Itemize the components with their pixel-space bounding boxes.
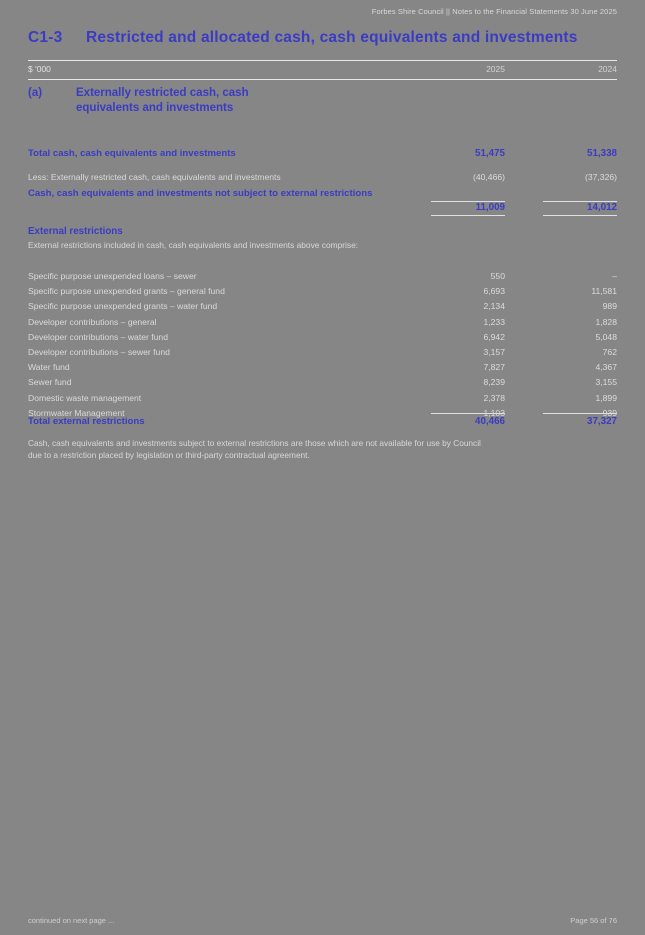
row-label: Developer contributions – sewer fund: [28, 347, 170, 357]
row-value-2024: 762: [602, 347, 617, 357]
table-row: [28, 331, 617, 345]
row-label: Specific purpose unexpended grants – general fund: [28, 286, 225, 297]
row-value-2024: (37,326): [584, 172, 617, 182]
table-row: [28, 346, 617, 360]
row-value-2025: 7,827: [483, 362, 505, 373]
row-label: Developer contributions – water fund: [28, 331, 168, 342]
row-value-2025: 6,942: [483, 331, 505, 342]
table-row: [28, 300, 617, 314]
table-row-less-restricted: [28, 171, 617, 185]
column-header-2025: 2025: [486, 64, 505, 74]
row-value-2024: 11,581: [591, 286, 617, 297]
row-label: Specific purpose unexpended grants – water fund: [28, 301, 218, 312]
row-value-2025: 1,233: [483, 316, 505, 327]
table-row: [28, 376, 617, 390]
row-value-2024: 37,327: [587, 416, 617, 427]
column-header-unit: $ '000: [28, 64, 51, 74]
table-column-header: [28, 60, 617, 80]
total-rule-2024: [543, 413, 617, 414]
table-row: [28, 361, 617, 375]
row-value-2024: –: [612, 271, 617, 281]
row-value-2024: 939: [602, 407, 617, 418]
row-label: Total cash, cash equivalents and investments: [28, 148, 236, 159]
table-row-not-restricted: [28, 188, 617, 214]
row-label: Sewer fund: [28, 377, 72, 388]
row-value-2025: 11,009: [475, 202, 505, 213]
row-value-2025: 1,103: [483, 407, 505, 418]
table-row: [28, 316, 617, 330]
table-row: [28, 392, 617, 406]
row-value-2025: 8,239: [483, 377, 505, 388]
row-label: Stormwater Management: [28, 407, 125, 418]
note-number: C1-3: [28, 29, 63, 46]
section-a-letter: (a): [28, 87, 43, 99]
row-value-2025: 2,378: [483, 392, 505, 403]
external-restrictions-heading: External restrictions: [28, 226, 123, 237]
row-value-2024: 51,338: [587, 148, 617, 159]
row-value-2025: 550: [490, 271, 505, 281]
row-value-2024: 4,367: [595, 362, 617, 373]
row-value-2025: 40,466: [475, 416, 505, 427]
row-rule-2024: [543, 201, 617, 202]
external-restrictions-intro: External restrictions included in cash, cash equivalents and investments above comprise:: [28, 240, 359, 250]
note-title-text: Restricted and allocated cash, cash equivalents and investments: [86, 29, 578, 46]
total-rule-2025: [431, 413, 505, 414]
page-title: [28, 29, 617, 47]
table-row-total-external: [28, 416, 617, 430]
row-rule-bottom-2025: [431, 215, 505, 216]
row-label: Developer contributions – general: [28, 316, 157, 327]
row-value-2024: 1,899: [595, 392, 617, 403]
row-value-2024: 14,012: [587, 202, 617, 213]
row-label: Domestic waste management: [28, 392, 142, 403]
footer-page-number: Page 56 of 76: [570, 916, 617, 925]
footer-continued: continued on next page ...: [28, 916, 115, 925]
row-rule-2025: [431, 201, 505, 202]
row-label: Cash, cash equivalents and investments not subject to external restrictions: [28, 188, 373, 199]
row-value-2024: 3,155: [595, 377, 617, 388]
footnote-text: Cash, cash equivalents and investments subject to external restrictions are those which are not available for use by Council due to a restriction placed by legislation or third-party contractual agreement.: [28, 438, 481, 460]
row-label: Total external restrictions: [28, 416, 145, 427]
running-header: Forbes Shire Council || Notes to the Financial Statements 30 June 2025: [371, 7, 617, 16]
table-row: [28, 285, 617, 299]
row-label: Less: Externally restricted cash, cash equivalents and investments: [28, 172, 281, 182]
row-value-2025: 3,157: [483, 347, 505, 357]
row-value-2025: (40,466): [472, 172, 505, 182]
row-value-2025: 2,134: [483, 301, 505, 312]
row-rule-bottom-2024: [543, 215, 617, 216]
section-a-heading: [28, 86, 276, 116]
row-label: Water fund: [28, 362, 70, 373]
row-label: Specific purpose unexpended loans – sewer: [28, 271, 197, 281]
row-value-2025: 51,475: [475, 148, 505, 159]
row-value-2024: 1,828: [595, 316, 617, 327]
row-value-2025: 6,693: [483, 286, 505, 297]
row-value-2024: 5,048: [595, 331, 617, 342]
column-header-2024: 2024: [598, 64, 617, 74]
row-value-2024: 989: [602, 301, 617, 312]
table-row-total-cash: [28, 148, 617, 162]
table-row: [28, 270, 617, 284]
section-a-title: Externally restricted cash, cash equivalents and investments: [76, 87, 249, 114]
